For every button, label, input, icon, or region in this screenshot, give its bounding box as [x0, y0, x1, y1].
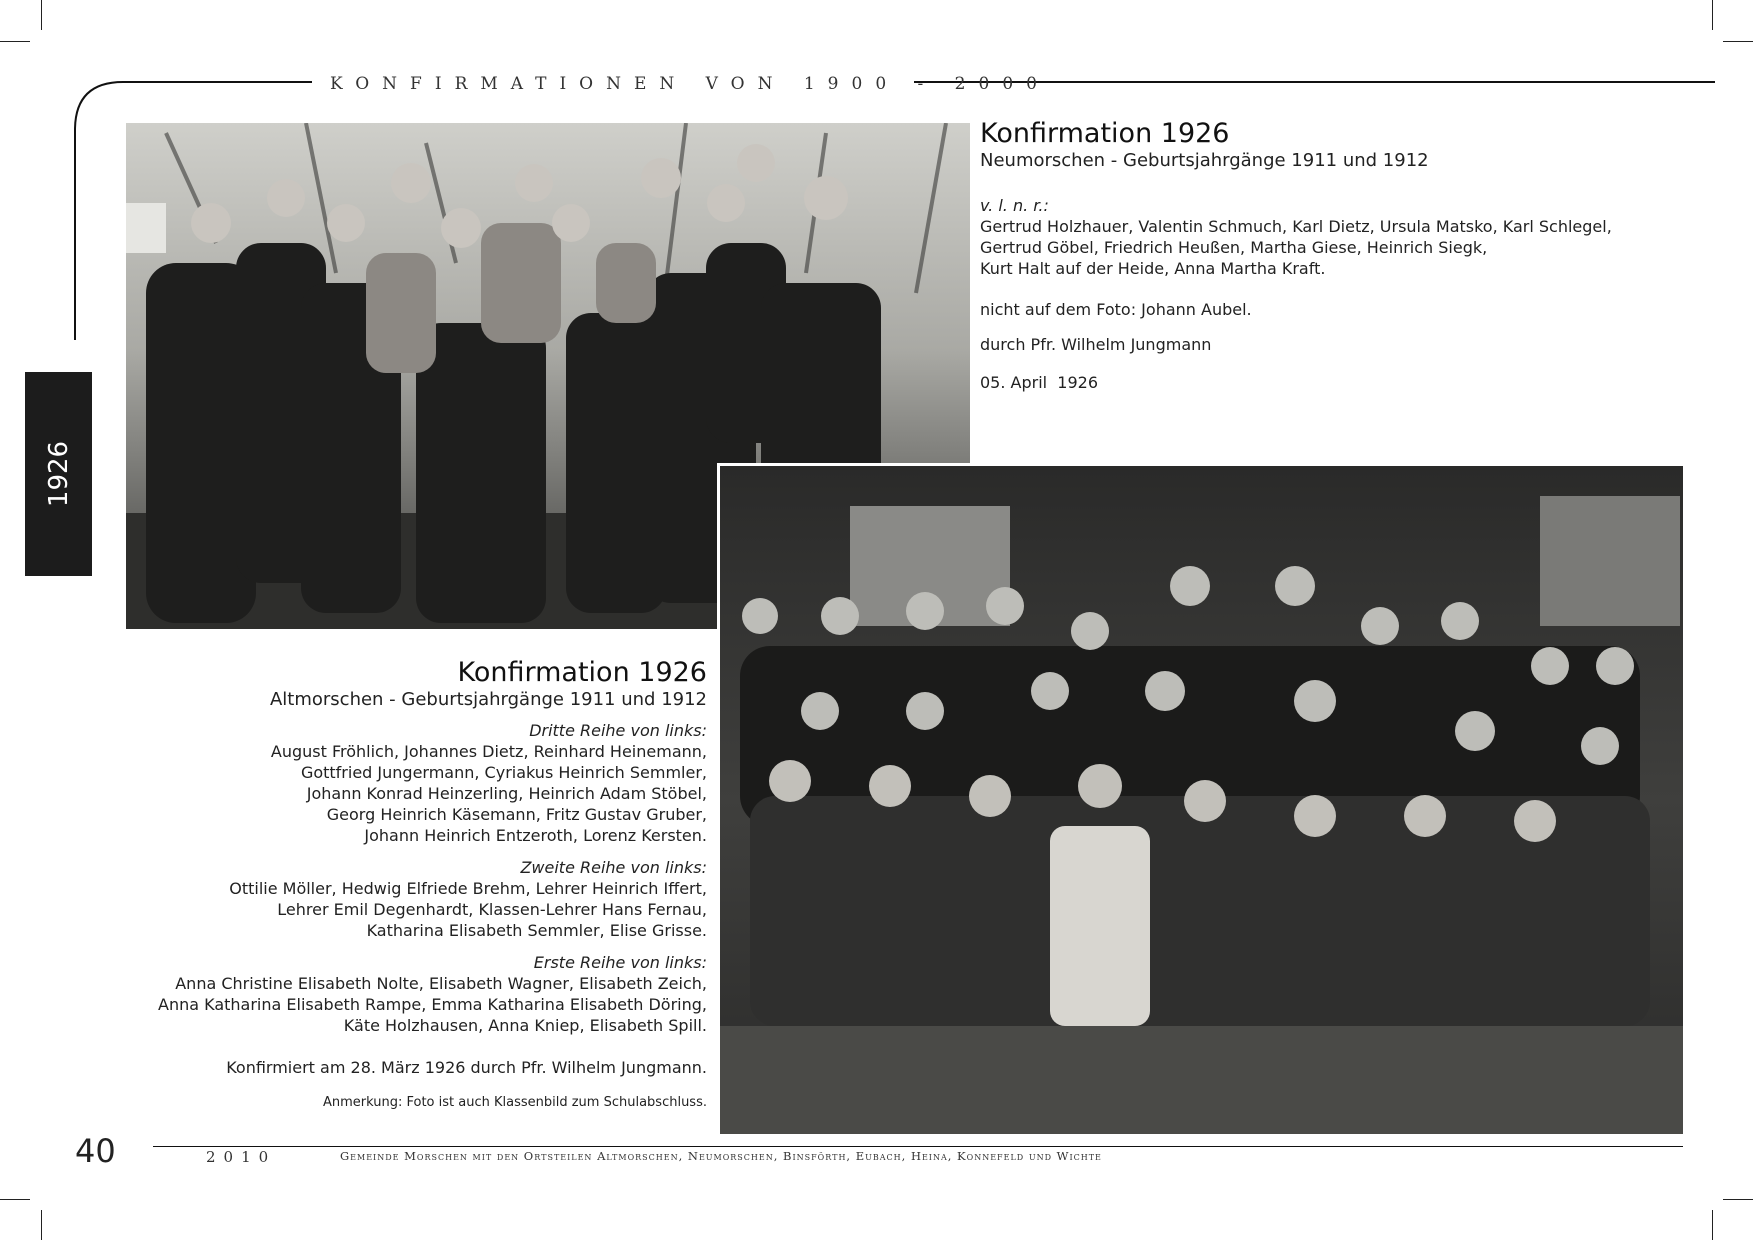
crop-mark-bottom-right-h	[1723, 1199, 1753, 1200]
top-caption-pastor: durch Pfr. Wilhelm Jungmann	[980, 335, 1212, 354]
row2-line-2: Lehrer Emil Degenhardt, Klassen-Lehrer Hans Fernau,	[277, 900, 707, 919]
top-caption-names-2: Gertrud Göbel, Friedrich Heußen, Martha Giese, Heinrich Siegk,	[980, 238, 1488, 257]
row1-line-2: Anna Katharina Elisabeth Rampe, Emma Katharina Elisabeth Döring,	[158, 995, 707, 1014]
row2-line-1: Ottilie Möller, Hedwig Elfriede Brehm, Lehrer Heinrich Iffert,	[229, 879, 707, 898]
footer-text: Gemeinde Morschen mit den Ortsteilen Altmorschen, Neumorschen, Binsförth, Eubach, Heina, Konnefeld und Wichte	[340, 1149, 1102, 1163]
row2-line-3: Katharina Elisabeth Semmler, Elise Grisse.	[366, 921, 707, 940]
crop-mark-bottom-left-h	[0, 1199, 30, 1200]
bottom-group-photo	[717, 463, 1686, 1137]
row2-label: Zweite Reihe von links:	[520, 858, 707, 877]
row1-label: Erste Reihe von links:	[533, 953, 707, 972]
top-caption-date: 05. April 1926	[980, 373, 1098, 392]
row3-line-1: August Fröhlich, Johannes Dietz, Reinhard Heinemann,	[270, 742, 707, 761]
year-tab	[25, 372, 92, 576]
bottom-photo-image	[720, 466, 1683, 1134]
top-caption-vlnr: v. l. n. r.:	[980, 196, 1049, 215]
row1-line-1: Anna Christine Elisabeth Nolte, Elisabeth Wagner, Elisabeth Zeich,	[175, 974, 707, 993]
top-caption-names-1: Gertrud Holzhauer, Valentin Schmuch, Karl Dietz, Ursula Matsko, Karl Schlegel,	[980, 217, 1612, 236]
top-caption	[980, 118, 1680, 393]
row3-line-4: Georg Heinrich Käsemann, Fritz Gustav Gruber,	[326, 805, 707, 824]
bottom-caption	[140, 657, 707, 1113]
row3-label: Dritte Reihe von links:	[529, 721, 707, 740]
footer-year: 2010	[206, 1148, 277, 1166]
crop-mark-bottom-left-v	[41, 1210, 42, 1240]
top-caption-subtitle: Neumorschen - Geburtsjahrgänge 1911 und 1912	[980, 150, 1429, 171]
crop-mark-bottom-right-v	[1712, 1210, 1713, 1240]
bottom-caption-subtitle: Altmorschen - Geburtsjahrgänge 1911 und 1912	[269, 689, 707, 710]
note-line: Anmerkung: Foto ist auch Klassenbild zum Schulabschluss.	[322, 1095, 707, 1110]
page-number: 40	[75, 1132, 116, 1170]
year-tab-label: 1926	[43, 440, 74, 508]
bottom-caption-title: Konfirmation 1926	[457, 657, 707, 688]
confirmed-line: Konfirmiert am 28. März 1926 durch Pfr. Wilhelm Jungmann.	[226, 1058, 707, 1077]
footer-rule	[153, 1146, 1683, 1147]
header-title: KONFIRMATIONEN VON 1900 - 2000	[330, 74, 1050, 94]
row1-line-3: Käte Holzhausen, Anna Kniep, Elisabeth Spill.	[343, 1016, 707, 1035]
top-caption-missing: nicht auf dem Foto: Johann Aubel.	[980, 300, 1252, 319]
top-caption-names-3: Kurt Halt auf der Heide, Anna Martha Kraft.	[980, 259, 1326, 278]
row3-line-2: Gottfried Jungermann, Cyriakus Heinrich Semmler,	[300, 763, 707, 782]
top-caption-title: Konfirmation 1926	[980, 118, 1230, 149]
row3-line-3: Johann Konrad Heinzerling, Heinrich Adam Stöbel,	[306, 784, 707, 803]
row3-line-5: Johann Heinrich Entzeroth, Lorenz Kersten.	[364, 826, 707, 845]
